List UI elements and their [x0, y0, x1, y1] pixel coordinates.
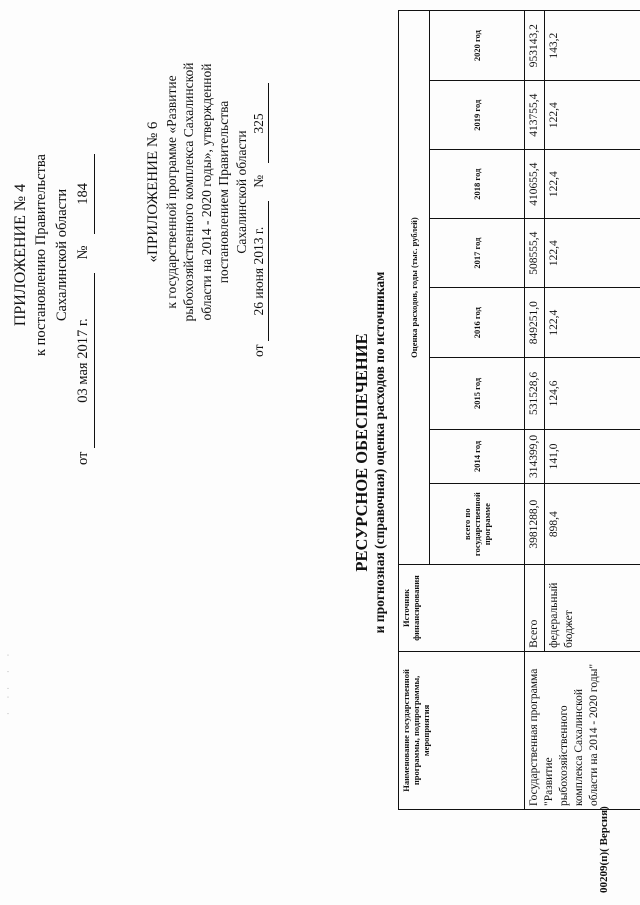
value-cell: 410655,4 [525, 150, 545, 219]
document-subtitle: и прогнозная (справочная) оценка расходов по источникам [372, 271, 387, 634]
appendix-6-number: 325 [250, 84, 269, 164]
appendix-4-from-label: от [75, 451, 91, 465]
value-cell: 531528,6 [525, 358, 545, 429]
appendix-4-no-label: № [75, 245, 91, 260]
document-title: РЕСУРСНОЕ ОБЕСПЕЧЕНИЕ [352, 333, 371, 572]
appendix-6-line: области на 2014 - 2020 годы», утвержденной [198, 63, 214, 321]
appendix-4-line2: Сахалинской области [54, 188, 70, 322]
appendix-4-line1: к постановлению Правительства [33, 154, 49, 356]
value-cell: 122,4 [545, 150, 640, 219]
value-cell: 953143,2 [525, 11, 545, 81]
total-cell: 898,4 [545, 484, 640, 565]
value-cell: 143,2 [545, 11, 640, 81]
document-version-footer: 00209(п)( Версия) [598, 806, 610, 893]
header-name: Наименование государственной программы, подпрограммы, мероприятия [399, 651, 525, 809]
appendix-4-title: ПРИЛОЖЕНИЕ № 4 [12, 183, 29, 327]
header-estimate: Оценка расходов, годы (тыс. рублей) [399, 11, 430, 565]
value-cell: 314399,0 [525, 429, 545, 484]
program-name-cell: Государственная программа "Развитие рыбохозяйственного комплекса Сахалинской области на 2014 - 2020 годы" [525, 651, 640, 809]
appendix-6-line: Сахалинской области [233, 130, 249, 254]
header-year: 2014 год [430, 429, 525, 484]
table-header-row [399, 11, 430, 810]
appendix-4-block [10, 45, 95, 465]
header-total: всего по государственной программе [430, 484, 525, 565]
appendix-6-no-label: № [251, 174, 266, 188]
value-cell: 124,6 [545, 358, 640, 429]
source-cell: Всего [525, 565, 545, 652]
header-year: 2016 год [430, 288, 525, 358]
table-row [525, 11, 545, 810]
header-year: 2020 год [430, 11, 525, 81]
source-cell: федеральный бюджет [545, 565, 640, 652]
header-year: 2019 год [430, 81, 525, 150]
value-cell: 122,4 [545, 219, 640, 288]
header-year: 2015 год [430, 358, 525, 429]
header-year: 2018 год [430, 150, 525, 219]
appendix-6-line: постановлением Правительства [216, 100, 231, 284]
appendix-6-title: «ПРИЛОЖЕНИЕ № 6 [145, 121, 161, 263]
total-cell: 3981288,0 [525, 484, 545, 565]
value-cell: 141,0 [545, 429, 640, 484]
appendix-6-block [145, 27, 269, 357]
appendix-4-number: 184 [73, 154, 95, 234]
value-cell: 849251,0 [525, 288, 545, 358]
header-source: Источник финансирования [399, 565, 525, 652]
appendix-4-date: 03 мая 2017 г. [73, 273, 95, 448]
value-cell: 122,4 [545, 288, 640, 358]
header-year: 2017 год [430, 219, 525, 288]
resource-table [398, 10, 640, 810]
value-cell: 122,4 [545, 81, 640, 150]
appendix-4-date-row [73, 45, 95, 465]
appendix-6-line: к государственной программе «Развитие [163, 75, 179, 309]
appendix-6-date: 26 июня 2013 г. [250, 201, 269, 341]
value-cell: 508555,4 [525, 219, 545, 288]
appendix-6-from-label: от [251, 344, 266, 357]
scan-noise: · ·· · · [4, 647, 13, 715]
appendix-6-line: рыбохозяйственного комплекса Сахалинской [181, 62, 196, 322]
value-cell: 413755,4 [525, 81, 545, 150]
appendix-6-date-row [250, 27, 269, 357]
